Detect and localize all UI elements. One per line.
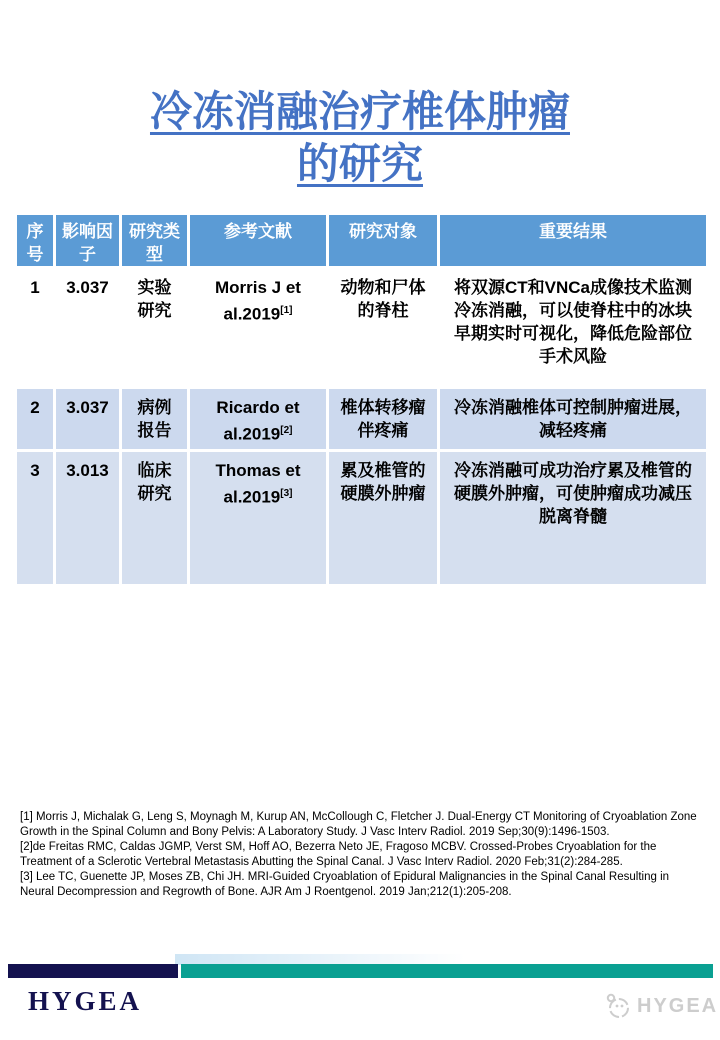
cell-no: 2 [16,388,55,451]
cell-no: 1 [16,268,55,388]
cell-reference [189,388,328,451]
page-title [0,86,720,190]
cell-study-type: 临床研究 [121,451,189,586]
cell-reference [189,451,328,586]
cell-impact-factor: 3.037 [55,268,121,388]
col-header-no: 序号 [16,214,55,268]
cell-key-result: 冷冻消融可成功治疗累及椎管的硬膜外肿瘤，可使肿瘤成功减压脱离脊髓 [439,451,708,586]
cell-impact-factor: 3.013 [55,451,121,586]
cell-no: 3 [16,451,55,586]
cell-key-result: 将双源CT和VNCa成像技术监测冷冻消融，可以使脊柱中的冰块早期实时可视化，降低危险部位手术风险 [439,268,708,388]
research-table [14,212,709,587]
cell-key-result: 冷冻消融椎体可控制肿瘤进展，减轻疼痛 [439,388,708,451]
table-row-3 [16,451,708,586]
reference-citation: Morris J et al.2019 [215,278,301,324]
table-row-1 [16,268,708,388]
reference-superscript: [2] [280,425,293,436]
watermark-text: HYGEA [637,994,719,1017]
hygea-mascot-icon [604,992,632,1020]
page-title-line2: 的研究 [296,140,423,187]
reference-citation: Thomas et al.2019 [215,461,301,507]
footer-bar-navy [8,964,178,978]
brand-logo-text: HYGEA [28,986,143,1016]
table-row-2 [16,388,708,451]
watermark [604,992,718,1020]
reference-item-1: [1] Morris J, Michalak G, Leng S, Moynagh M, Kurup AN, McCollough C, Fletcher J. Dual-Energy CT Monitoring of Cryoablation Zone Growth in the Spinal Column and Bony Pelvis: A Laboratory Study. J Vasc Interv Radiol. 2019 Sep;30(9):1496-1503. [20,811,697,838]
cell-reference [189,268,328,388]
col-header-reference: 参考文献 [189,214,328,268]
references-block [20,810,700,900]
reference-item-3: [3] Lee TC, Guenette JP, Moses ZB, Chi JH. MRI-Guided Cryoablation of Epidural Malignancies in the Spinal Canal Resulting in Neural Decompression and Regrowth of Bone. AJR Am J Roentgenol. 2019 Jan;212(1):205-208. [20,871,670,898]
reference-superscript: [3] [280,488,293,499]
reference-item-2: [2]de Freitas RMC, Caldas JGMP, Verst SM, Hoff AO, Bezerra Neto JE, Fragoso MCBV. Crossed-Probes Cryoablation for the Treatment of a Sclerotic Vertebral Metastasis Abutting the Spinal Canal. J Vasc Interv Radiol. 2020 Feb;31(2):284-285. [20,841,657,868]
cell-study-type: 病例报告 [121,388,189,451]
cell-study-type: 实验研究 [121,268,189,388]
cell-subject: 椎体转移瘤伴疼痛 [328,388,439,451]
table-header-row [16,214,708,268]
reference-superscript: [1] [280,305,293,316]
col-header-impact-factor: 影响因子 [55,214,121,268]
col-header-key-result: 重要结果 [439,214,708,268]
cell-subject: 累及椎管的硬膜外肿瘤 [328,451,439,586]
page-title-line1: 冷冻消融治疗椎体肿瘤 [149,88,570,135]
footer-bar-teal [181,964,713,978]
col-header-study-type: 研究类型 [121,214,189,268]
cell-impact-factor: 3.037 [55,388,121,451]
reference-citation: Ricardo et al.2019 [216,398,300,444]
col-header-subject: 研究对象 [328,214,439,268]
cell-subject: 动物和尸体的脊柱 [328,268,439,388]
